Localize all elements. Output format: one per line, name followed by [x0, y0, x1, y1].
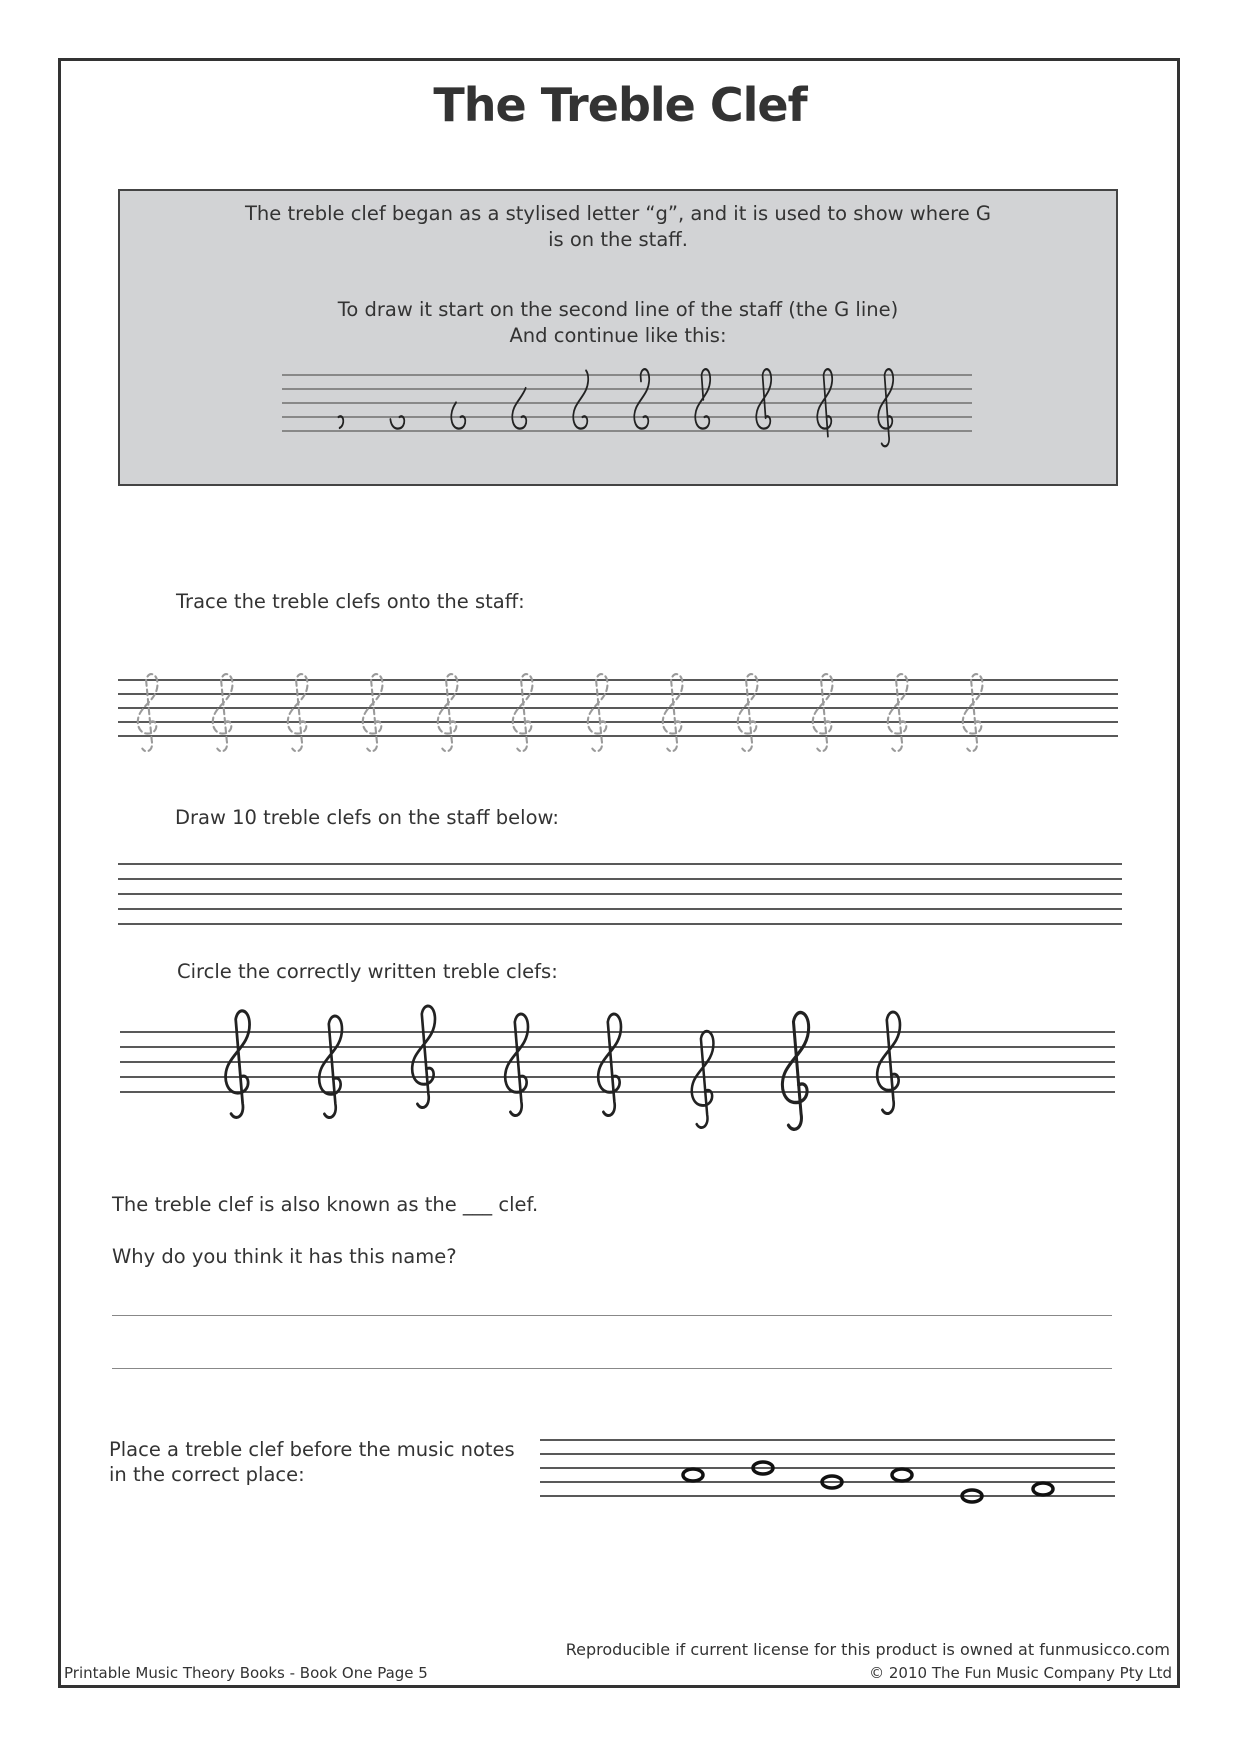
traceable-treble-clef — [813, 674, 833, 751]
clef-drawing-step — [451, 369, 466, 446]
traceable-treble-clef — [738, 674, 758, 751]
place-instruction — [109, 1437, 515, 1487]
treble-clef-option[interactable] — [505, 1014, 528, 1116]
whole-note-6 — [1033, 1483, 1053, 1495]
clef-drawing-step — [573, 369, 588, 446]
traceable-treble-clef — [513, 674, 533, 751]
traceable-treble-clef — [438, 674, 458, 751]
circle-instruction: Circle the correctly written treble clefs: — [177, 960, 558, 983]
why-name-question: Why do you think it has this name? — [112, 1245, 457, 1268]
known-as-question: The treble clef is also known as the ___ clef. — [112, 1193, 539, 1216]
draw-instruction: Draw 10 treble clefs on the staff below: — [175, 806, 559, 829]
traceable-treble-clef — [288, 674, 308, 751]
license-note: Reproducible if current license for this product is owned at funmusicco.com — [565, 1640, 1170, 1659]
treble-clef-option[interactable] — [782, 1013, 808, 1130]
clef-drawing-step — [634, 369, 649, 446]
whole-note-4 — [892, 1469, 912, 1481]
place-instruction-line-2: in the correct place: — [109, 1463, 305, 1486]
circle-staff[interactable] — [120, 1005, 1120, 1145]
treble-clef-option[interactable] — [226, 1011, 250, 1118]
clef-drawing-step — [390, 369, 405, 446]
clef-drawing-step — [329, 369, 344, 446]
book-page-label: Printable Music Theory Books - Book One Page 5 — [64, 1664, 428, 1682]
clef-drawing-step — [817, 369, 832, 446]
place-staff[interactable] — [540, 1430, 1120, 1520]
intro-line-2a: To draw it start on the second line of the staff (the G line) — [337, 298, 899, 321]
answer-line-2[interactable] — [112, 1368, 1112, 1369]
whole-note-1 — [683, 1469, 703, 1481]
treble-clef-option[interactable] — [692, 1031, 714, 1127]
trace-instruction: Trace the treble clefs onto the staff: — [176, 590, 525, 613]
traceable-treble-clef — [138, 674, 158, 751]
place-instruction-line-1: Place a treble clef before the music notes — [109, 1438, 515, 1461]
clef-drawing-steps — [282, 359, 1002, 469]
copyright: © 2010 The Fun Music Company Pty Ltd — [869, 1664, 1172, 1682]
answer-line-1[interactable] — [112, 1315, 1112, 1316]
clef-drawing-step — [756, 369, 771, 446]
clef-drawing-step — [878, 369, 893, 446]
intro-box — [118, 189, 1118, 486]
traceable-treble-clef — [888, 674, 908, 751]
traceable-treble-clef — [588, 674, 608, 751]
treble-clef-option[interactable] — [598, 1014, 621, 1116]
traceable-treble-clef — [663, 674, 683, 751]
clef-drawing-step — [512, 369, 527, 446]
page-title: The Treble Clef — [433, 78, 807, 132]
trace-staff[interactable] — [118, 655, 1118, 775]
draw-staff[interactable] — [118, 860, 1122, 930]
traceable-treble-clef — [963, 674, 983, 751]
traceable-treble-clef — [363, 674, 383, 751]
traceable-treble-clef — [213, 674, 233, 751]
clef-drawing-step — [695, 369, 710, 446]
intro-paragraph-1: The treble clef began as a stylised letter “g”, and it is used to show where G is on the staff. — [245, 202, 991, 251]
intro-line-2b: And continue like this: — [509, 324, 727, 347]
intro-paragraph-2 — [120, 297, 1116, 349]
